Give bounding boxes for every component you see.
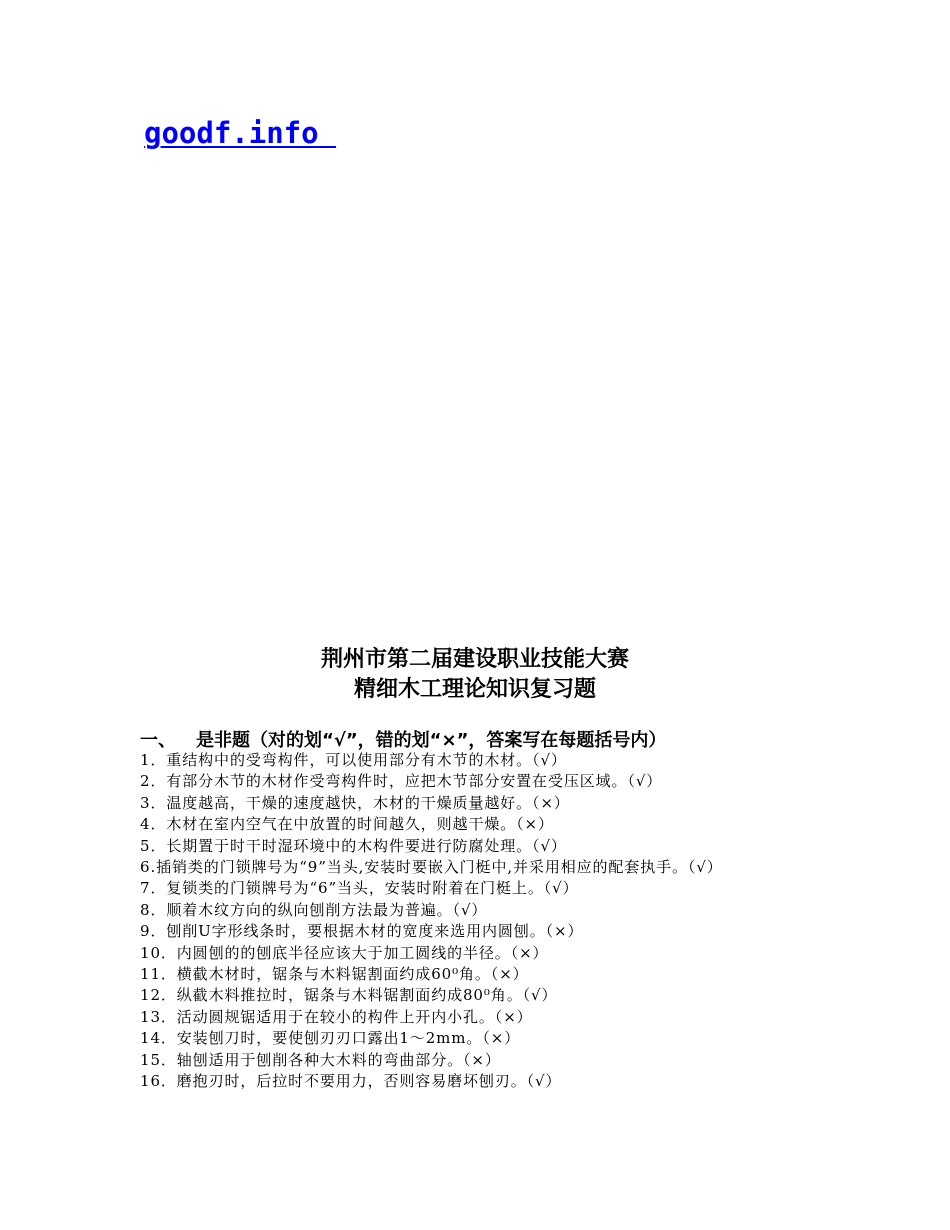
question-item: 13．活动圆规锯适用于在较小的构件上开内小孔。（×） — [140, 1007, 533, 1026]
section-number: 一、 — [140, 730, 176, 751]
question-item: 2．有部分木节的木材作受弯构件时，应把木节部分安置在受压区域。（√） — [140, 772, 663, 791]
question-item: 15．轴刨适用于刨削各种大木料的弯曲部分。（×） — [140, 1050, 501, 1069]
question-item: 4．木材在室内空气在中放置的时间越久，则越干燥。（×） — [140, 815, 554, 834]
question-item: 1．重结构中的受弯构件，可以使用部分有木节的木材。（√） — [140, 751, 567, 769]
goodf-info-link[interactable]: goodf.info — [144, 116, 337, 150]
question-list — [140, 750, 820, 1093]
question-item: 3．温度越高，干燥的速度越快，木材的干燥质量越好。（×） — [140, 793, 570, 812]
question-item: 7．复锁类的门锁牌号为“6”当头，安装时附着在门梃上。（√） — [140, 879, 579, 898]
question-item: 14．安装刨刀时，要使刨刃刃口露出1～2mm。（×） — [140, 1029, 521, 1048]
question-item: 9．刨削U字形线条时，要根据木材的宽度来选用内圆刨。（×） — [140, 922, 584, 941]
section-heading — [140, 726, 666, 752]
document-subtitle: 精细木工理论知识复习题 — [353, 677, 596, 702]
question-item: 16．磨抱刃时，后拉时不要用力，否则容易磨坏刨刃。（√） — [140, 1072, 562, 1091]
question-item: 11．横截木材时，锯条与木料锯割面约成60⁰角。（×） — [140, 965, 529, 984]
question-item: 6.插销类的门锁牌号为“9”当头,安装时要嵌入门梃中,并采用相应的配套执手。（√） — [140, 858, 723, 877]
question-item: 12．纵截木料推拉时，锯条与木料锯割面约成80⁰角。（√） — [140, 986, 558, 1005]
question-item: 8．顺着木纹方向的纵向刨削方法最为普遍。（√） — [140, 900, 488, 919]
question-item: 10．内圆刨的的刨底半径应该大于加工圆线的半径。（×） — [140, 943, 549, 962]
document-title: 荆州市第二届建设职业技能大赛 — [320, 647, 629, 672]
question-item: 5．长期置于时干时湿环境中的木构件要进行防腐处理。（√） — [140, 836, 567, 855]
section-heading-text: 是非题（对的划“√”，错的划“×”，答案写在每题括号内） — [196, 730, 667, 751]
